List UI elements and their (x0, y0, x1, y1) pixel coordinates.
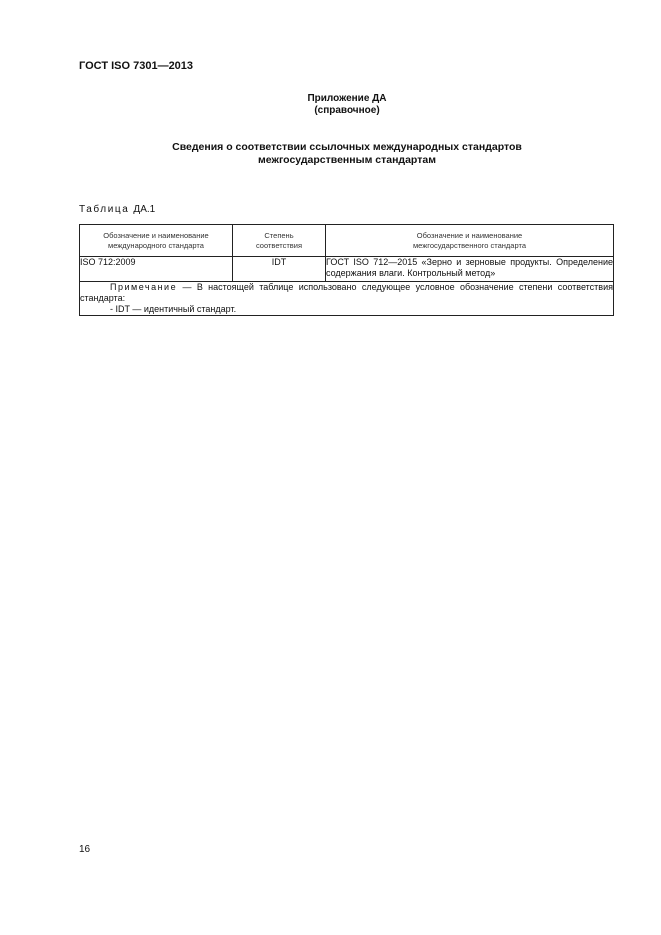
annex-title (0, 93, 661, 117)
table-caption-number: ДА.1 (133, 204, 156, 215)
annex-type: (справочное) (314, 105, 380, 116)
table-note (80, 282, 614, 316)
table-caption-label: Таблица (79, 204, 130, 215)
note-item: - IDT — идентичный стандарт. (110, 304, 237, 314)
column-header-international: Обозначение и наименование международного стандарта (80, 225, 233, 257)
column-header-degree: Степень соответствия (233, 225, 326, 257)
cell-international-standard: ISO 712:2009 (80, 257, 233, 282)
table-caption (79, 204, 155, 215)
note-label: Примечание (110, 282, 178, 292)
note-dash: — (182, 282, 192, 292)
cell-interstate-standard: ГОСТ ISO 712—2015 «Зерно и зерновые продукты. Определение содержания влаги. Контрольный метод» (326, 257, 614, 282)
page-number: 16 (79, 844, 91, 855)
heading-line-1: Сведения о соответствии ссылочных международных стандартов (172, 141, 522, 153)
note-text: В настоящей таблице использовано следующее условное обозначение степени соответствия стандарта: (80, 282, 613, 303)
table-note-row (80, 282, 614, 316)
column-header-interstate: Обозначение и наименование межгосударственного стандарта (326, 225, 614, 257)
reference-table (79, 224, 614, 316)
table-row (80, 257, 614, 282)
cell-degree: IDT (233, 257, 326, 282)
table-header-row (80, 225, 614, 257)
section-heading (0, 141, 661, 167)
annex-name: Приложение ДА (307, 93, 387, 104)
document-code: ГОСТ ISO 7301—2013 (79, 60, 194, 72)
heading-line-2: межгосударственным стандартам (258, 154, 436, 166)
